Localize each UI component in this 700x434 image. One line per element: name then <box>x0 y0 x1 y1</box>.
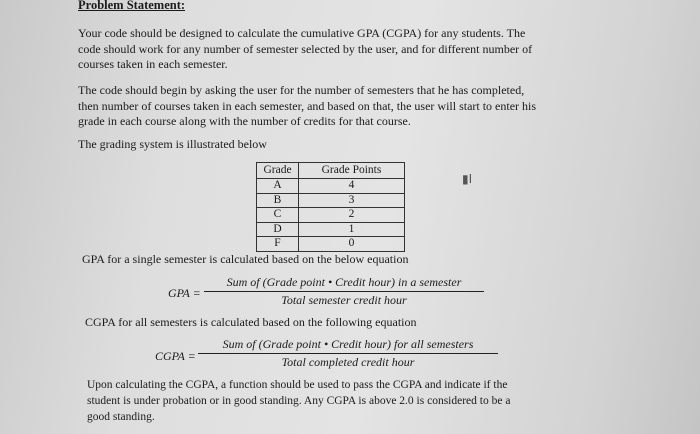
text-line: The code should begin by asking the user for the number of semesters that he has completed, <box>78 83 525 97</box>
text-cursor-icon: ▮I <box>462 172 473 186</box>
text-line: Your code should be designed to calculate the cumulative GPA (CGPA) for any students. The <box>78 26 526 40</box>
grade-cell: B <box>257 193 299 208</box>
points-cell: 4 <box>299 179 405 194</box>
grade-cell: A <box>257 179 299 194</box>
table-row <box>257 179 405 194</box>
gpa-intro <box>82 252 408 268</box>
cgpa-numerator: Sum of (Grade point • Credit hour) for all semesters <box>222 337 474 351</box>
text-line: The grading system is illustrated below <box>78 137 267 151</box>
grading-table <box>256 162 405 252</box>
points-cell: 3 <box>299 193 405 208</box>
grade-cell: C <box>257 208 299 223</box>
cgpa-denominator: Total completed credit hour <box>281 355 415 369</box>
points-cell: 2 <box>299 208 405 223</box>
gpa-numerator: Sum of (Grade point • Credit hour) in a semester <box>226 275 462 289</box>
table-row <box>257 222 405 237</box>
text-line: grade in each course along with the number of credits for that course. <box>78 114 411 128</box>
grading-system-intro <box>78 137 267 153</box>
gpa-equation-label: GPA = <box>168 286 201 300</box>
table-header-row <box>257 163 405 179</box>
grade-cell: F <box>257 237 299 252</box>
input-instructions-paragraph <box>78 83 536 130</box>
cgpa-equation-label: CGPA = <box>155 349 196 363</box>
intro-paragraph <box>78 26 532 73</box>
header-grade-points: Grade Points <box>299 163 405 179</box>
text-line: student is under probation or in good standing. Any CGPA is above 2.0 is considered to be a <box>87 395 511 407</box>
table-row <box>257 237 405 252</box>
text-line: then number of courses taken in each semester, and based on that, the user will start to enter his <box>78 98 537 113</box>
table-row <box>257 208 405 223</box>
text-line: good standing. <box>87 411 155 423</box>
table-row <box>257 193 405 208</box>
text-line: code should work for any number of semester selected by the user, and for different number of <box>78 41 533 56</box>
text-line: Upon calculating the CGPA, a function should be used to pass the CGPA and indicate if the <box>87 379 508 391</box>
cgpa-equation-fraction <box>198 337 498 370</box>
standing-paragraph <box>87 377 510 425</box>
text-line: GPA for a single semester is calculated based on the below equation <box>82 252 409 266</box>
cgpa-intro <box>85 315 417 331</box>
gpa-equation-fraction <box>204 275 484 308</box>
problem-statement-heading: Problem Statement: <box>78 0 186 12</box>
gpa-denominator: Total semester credit hour <box>281 293 407 307</box>
text-line: CGPA for all semesters is calculated based on the following equation <box>85 315 417 329</box>
points-cell: 0 <box>299 237 405 252</box>
text-line: courses taken in each semester. <box>78 57 228 71</box>
grade-cell: D <box>257 222 299 237</box>
header-grade: Grade <box>257 163 299 179</box>
points-cell: 1 <box>299 222 405 237</box>
